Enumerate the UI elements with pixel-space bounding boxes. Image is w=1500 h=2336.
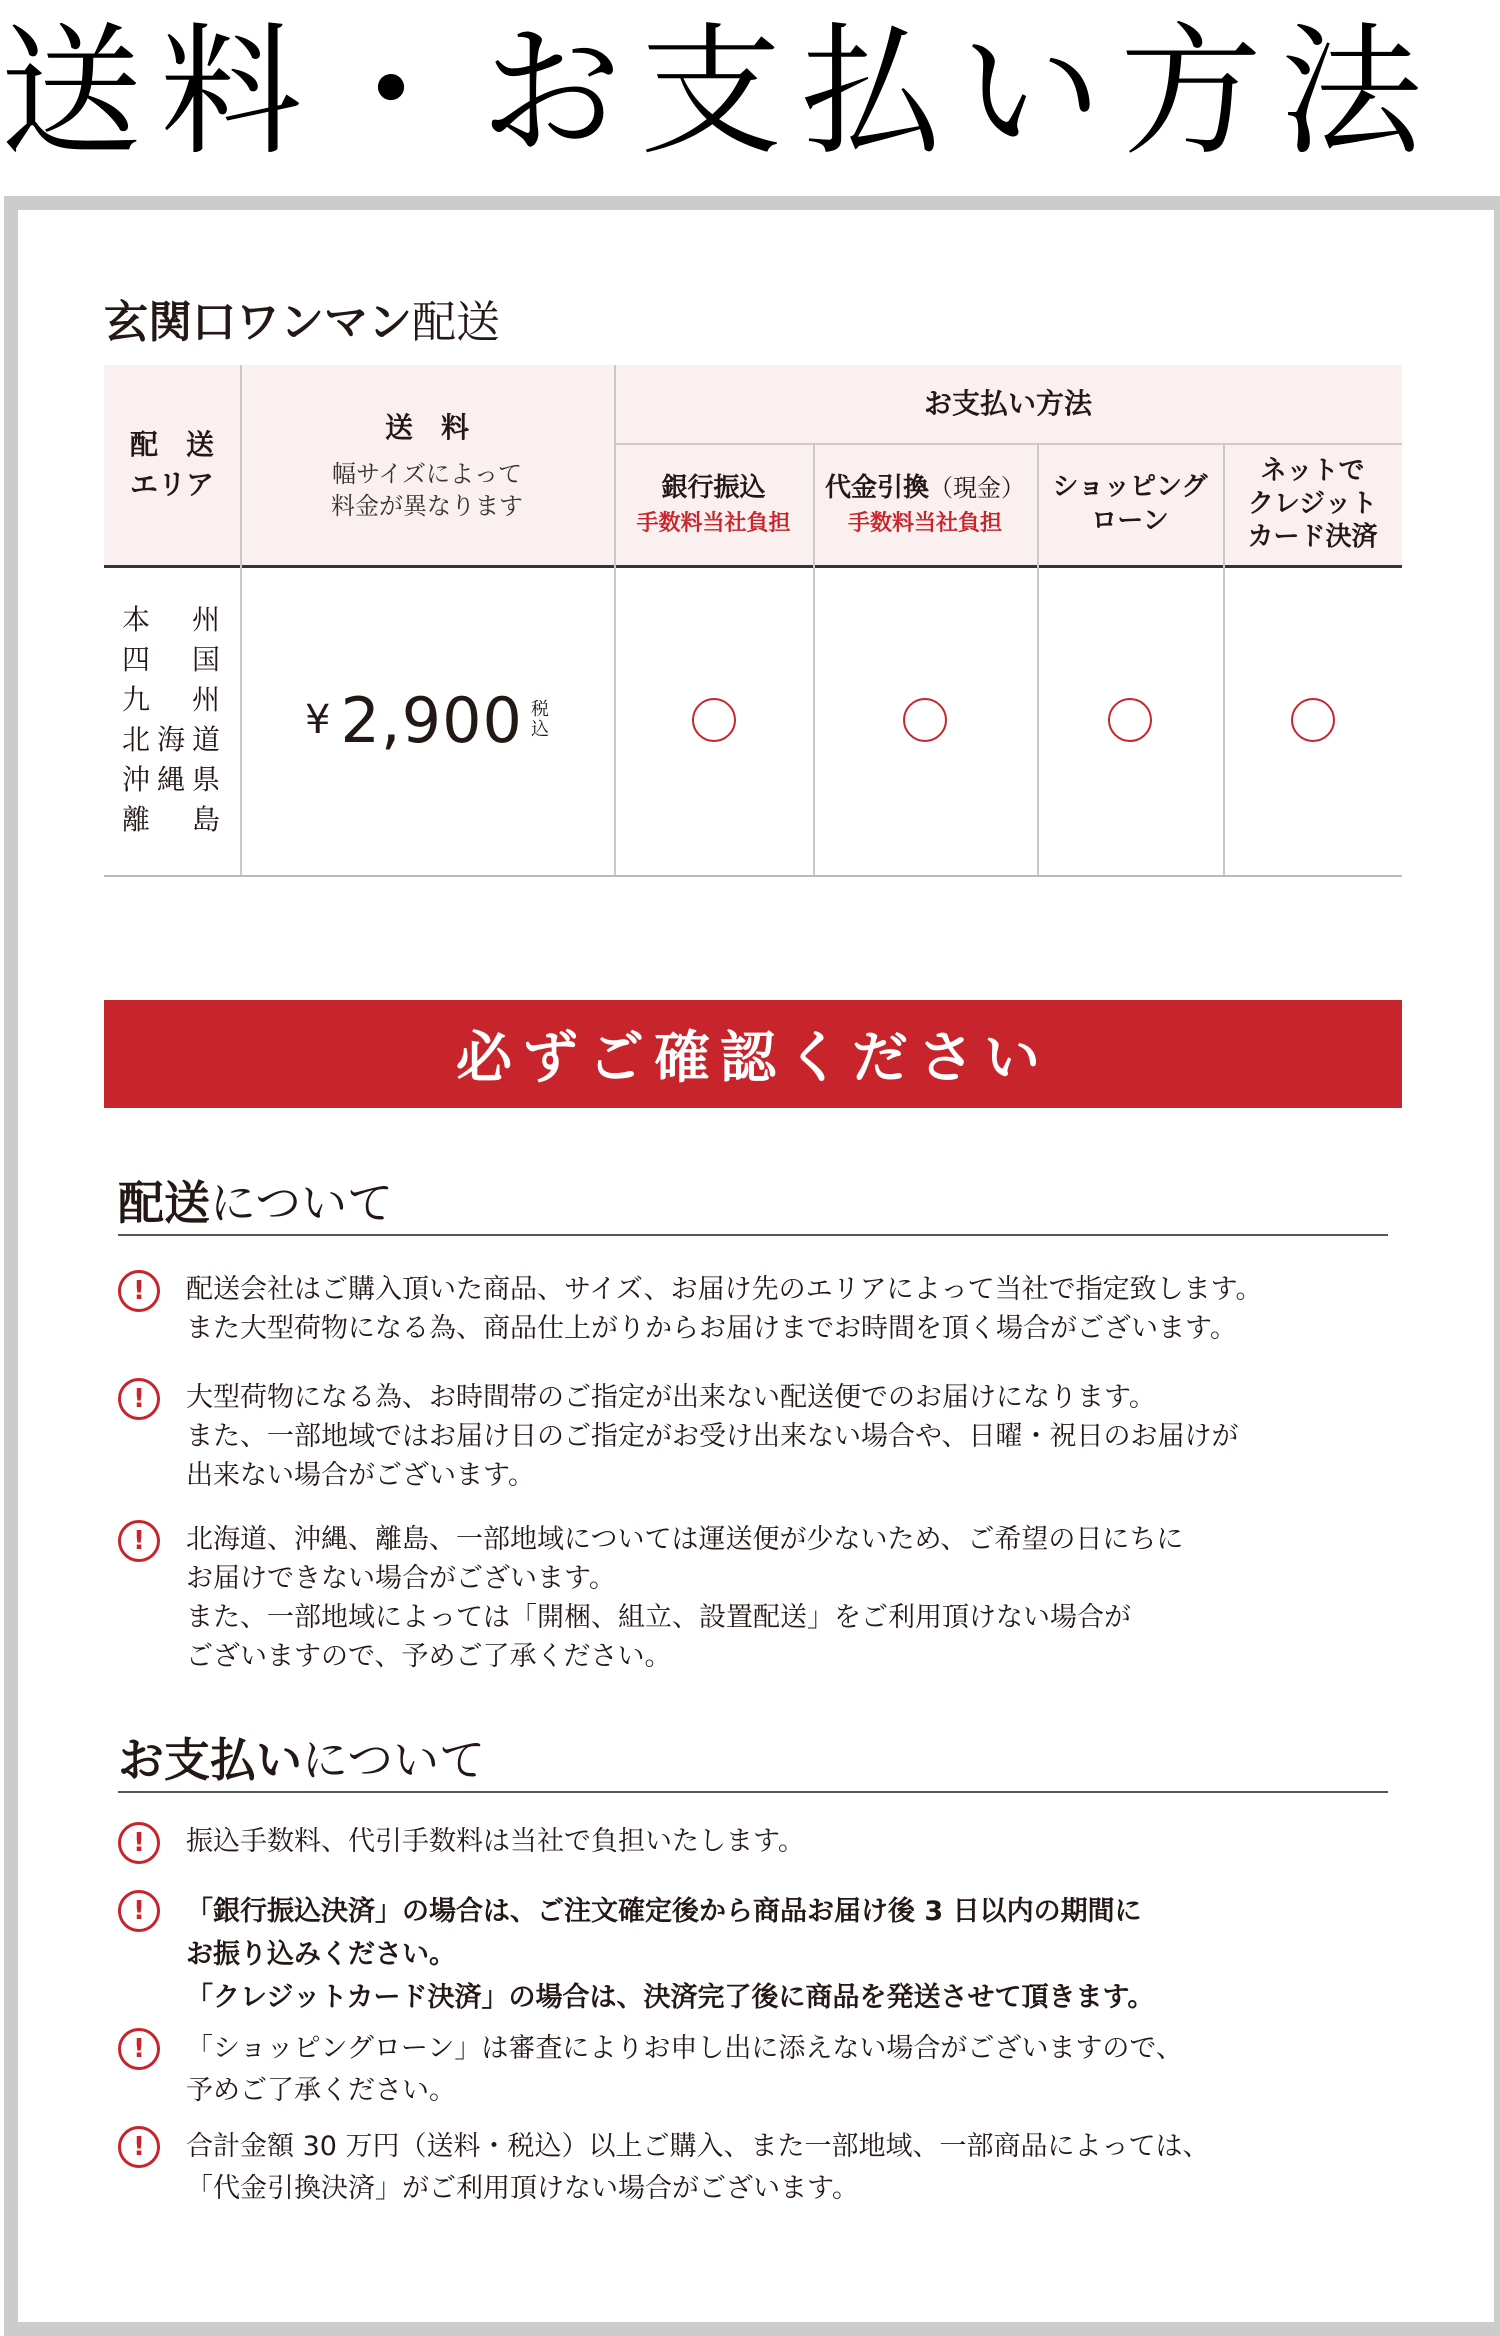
note-line: お届けできない場合がございます。	[186, 1563, 616, 1594]
header-cod-note: 手数料当社負担	[847, 511, 1002, 536]
note-line: ございますので、予めご了承ください。	[186, 1641, 672, 1672]
delivery-heading-rule	[118, 1234, 1388, 1236]
payment-heading-rule	[118, 1791, 1388, 1793]
delivery-note	[118, 1270, 1388, 1350]
tax-char-2: 込	[530, 719, 549, 740]
yen-symbol: ¥	[305, 697, 331, 743]
area-item: 沖縄県	[122, 763, 222, 796]
price-cell	[240, 565, 614, 875]
note-text	[186, 1378, 1376, 1495]
header-payment-group	[614, 365, 1402, 443]
note-line: また大型荷物になる為、商品仕上がりからお届けまでお時間を頂く場合がございます。	[186, 1313, 1237, 1344]
credit-available-cell	[1223, 565, 1402, 875]
notice-banner: 必ずご確認ください	[104, 1000, 1402, 1108]
section-title-light: 配送	[412, 297, 500, 348]
header-fee-note-2: 料金が異なります	[331, 492, 523, 520]
note-text	[186, 2126, 1376, 2210]
header-bank-note: 手数料当社負担	[636, 511, 791, 536]
note-line: 振込手数料、代引手数料は当社で負担いたします。	[186, 1826, 805, 1857]
section-title	[104, 286, 500, 350]
header-area	[104, 365, 240, 565]
content-frame	[4, 196, 1500, 2336]
payment-note	[118, 2126, 1388, 2210]
delivery-heading-light: について	[210, 1176, 394, 1230]
exclamation-icon: !	[118, 1822, 160, 1864]
available-circle-icon	[1108, 698, 1152, 742]
note-line: 出来ない場合がございます。	[186, 1460, 535, 1491]
exclamation-icon: !	[118, 1378, 160, 1420]
note-line: 「クレジットカード決済」の場合は、決済完了後に商品を発送させて頂きます。	[186, 1982, 1155, 2013]
note-line: また、一部地域によっては「開梱、組立、設置配送」をご利用頂けない場合が	[186, 1602, 1131, 1633]
delivery-note	[118, 1520, 1388, 1680]
section-title-bold: 玄関口ワンマン	[104, 297, 412, 348]
header-bank	[614, 443, 813, 565]
loan-available-cell	[1037, 565, 1223, 875]
note-line: 「銀行振込決済」の場合は、ご注文確定後から商品お届け後 3 日以内の期間に	[186, 1896, 1142, 1927]
note-text	[186, 1822, 1376, 1861]
note-line: また、一部地域ではお届け日のご指定がお受け出来ない場合や、日曜・祝日のお届けが	[186, 1421, 1239, 1452]
header-bank-label: 銀行振込	[661, 473, 766, 503]
area-list	[104, 565, 240, 875]
note-line: 合計金額 30 万円（送料・税込）以上ご購入、また一部地域、一部商品によっては、	[186, 2131, 1210, 2162]
header-cod-label	[825, 468, 1025, 508]
exclamation-icon: !	[118, 2126, 160, 2168]
available-circle-icon	[1291, 698, 1335, 742]
delivery-heading	[118, 1175, 393, 1231]
tax-char-1: 税	[530, 699, 549, 720]
header-cod	[813, 443, 1037, 565]
payment-heading	[118, 1732, 485, 1788]
header-credit-line1: ネットで	[1260, 455, 1365, 486]
area-item: 離 島	[122, 803, 222, 836]
available-circle-icon	[903, 698, 947, 742]
note-line: 予めご了承ください。	[186, 2075, 456, 2106]
bank-available-cell	[614, 565, 813, 875]
delivery-heading-bold: 配送	[118, 1176, 210, 1230]
note-line: 「ショッピングローン」は審査によりお申し出に添えない場合がございますので、	[186, 2033, 1183, 2064]
tax-included-note	[531, 700, 549, 740]
page-title: 送料・お支払い方法	[0, 10, 1440, 175]
header-loan-line2: ローン	[1091, 506, 1169, 536]
area-item: 九 州	[122, 683, 222, 716]
payment-heading-bold: お支払い	[118, 1733, 302, 1787]
exclamation-icon: !	[118, 1890, 160, 1932]
exclamation-icon: !	[118, 2028, 160, 2070]
delivery-note	[118, 1378, 1388, 1498]
header-area-line2: エリア	[129, 468, 214, 501]
header-loan	[1037, 443, 1223, 565]
header-credit-line3: カード決済	[1247, 521, 1378, 552]
payment-note	[118, 1890, 1388, 2014]
price-amount: 2,900	[340, 683, 523, 757]
payment-note	[118, 2028, 1388, 2112]
note-line: 大型荷物になる為、お時間帯のご指定が出来ない配送便でのお届けになります。	[186, 1382, 1156, 1413]
note-line: 北海道、沖縄、離島、一部地域については運送便が少ないため、ご希望の日にちに	[186, 1524, 1184, 1555]
header-cod-text: 代金引換	[824, 473, 929, 503]
header-fee	[240, 365, 614, 565]
exclamation-icon: !	[118, 1270, 160, 1312]
header-credit-line2: クレジット	[1247, 488, 1378, 519]
available-circle-icon	[692, 698, 736, 742]
price	[305, 684, 549, 757]
note-text	[186, 1890, 1376, 2019]
area-item: 四 国	[122, 643, 222, 676]
area-item: 本 州	[122, 603, 222, 636]
header-cod-paren: （現金）	[929, 474, 1025, 502]
note-line: お振り込みください。	[186, 1939, 456, 1970]
note-text	[186, 1270, 1376, 1348]
header-loan-line1: ショッピング	[1052, 472, 1208, 502]
cod-available-cell	[813, 565, 1037, 875]
note-text	[186, 2028, 1376, 2112]
header-credit	[1223, 443, 1402, 565]
payment-heading-light: について	[302, 1733, 486, 1787]
header-fee-note-1: 幅サイズによって	[331, 460, 523, 488]
payment-note	[118, 1822, 1388, 1866]
header-payment-title: お支払い方法	[923, 387, 1092, 420]
header-fee-title: 送 料	[384, 411, 469, 444]
header-area-line1: 配 送	[129, 428, 214, 461]
table-bottom-rule	[104, 875, 1402, 877]
exclamation-icon: !	[118, 1520, 160, 1562]
area-item: 北海道	[122, 723, 222, 756]
note-line: 「代金引換決済」がご利用頂けない場合がございます。	[186, 2173, 859, 2204]
note-text	[186, 1520, 1376, 1676]
note-line: 配送会社はご購入頂いた商品、サイズ、お届け先のエリアによって当社で指定致します。	[186, 1274, 1263, 1305]
